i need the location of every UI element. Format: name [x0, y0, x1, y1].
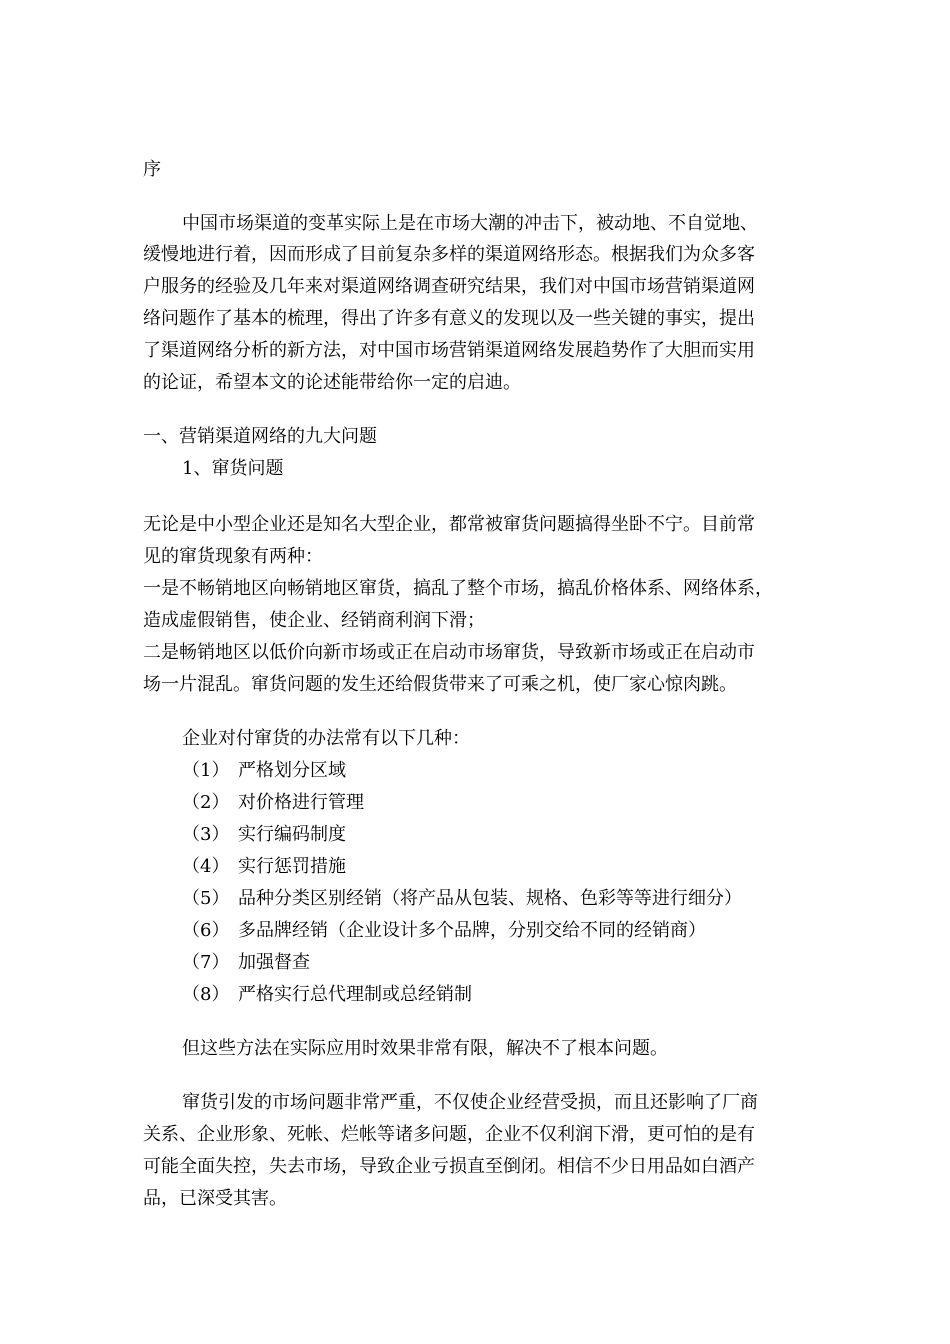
section-title: 一、营销渠道网络的九大问题 [143, 426, 377, 447]
method-item-number: （7） [182, 952, 230, 973]
intro-line-5: 了渠道网络分析的新方法，对中国市场营销渠道网络发展趋势作了大胆而实用 [143, 340, 755, 361]
method-item-text: 实行惩罚措施 [238, 856, 346, 877]
methods-conclusion: 但这些方法在实际应用时效果非常有限，解决不了根本问题。 [182, 1038, 668, 1059]
method-item-text: 多品牌经销（企业设计多个品牌，分别交给不同的经销商） [238, 920, 706, 941]
method-item [182, 855, 346, 879]
methods-intro: 企业对付窜货的办法常有以下几种： [182, 728, 470, 749]
method-item-text: 品种分类区别经销（将产品从包装、规格、色彩等等进行细分） [238, 888, 742, 909]
method-item-text: 严格划分区域 [238, 760, 346, 781]
method-item-text: 严格实行总代理制或总经销制 [238, 984, 472, 1005]
para1-line-4: 造成虚假销售，使企业、经销商利润下滑； [143, 610, 485, 631]
para2-line-4: 品，已深受其害。 [143, 1188, 287, 1209]
method-item [182, 791, 364, 815]
method-item-number: （3） [182, 824, 230, 845]
method-item-number: （6） [182, 920, 230, 941]
method-item-text: 对价格进行管理 [238, 792, 364, 813]
para1-line-3: 一是不畅销地区向畅销地区窜货，搞乱了整个市场，搞乱价格体系、网络体系， [143, 578, 773, 599]
para1-line-2: 见的窜货现象有两种： [143, 546, 323, 567]
method-item-text: 加强督查 [238, 952, 310, 973]
intro-line-4: 络问题作了基本的梳理，得出了许多有意义的发现以及一些关键的事实，提出 [143, 308, 755, 329]
intro-line-2: 缓慢地进行着，因而形成了目前复杂多样的渠道网络形态。根据我们为众多客 [143, 244, 755, 265]
para1-line-1: 无论是中小型企业还是知名大型企业，都常被窜货问题搞得坐卧不宁。目前常 [143, 514, 755, 535]
para2-line-1: 窜货引发的市场问题非常严重，不仅使企业经营受损，而且还影响了厂商 [182, 1092, 758, 1113]
method-item-number: （5） [182, 888, 230, 909]
para1-line-6: 场一片混乱。窜货问题的发生还给假货带来了可乘之机，使厂家心惊肉跳。 [143, 674, 737, 695]
para2-line-3: 可能全面失控，失去市场，导致企业亏损直至倒闭。相信不少日用品如白酒产 [143, 1156, 755, 1177]
method-item-number: （1） [182, 760, 230, 781]
para1-line-5: 二是畅销地区以低价向新市场或正在启动市场窜货，导致新市场或正在启动市 [143, 642, 755, 663]
intro-line-6: 的论证，希望本文的论述能带给你一定的启迪。 [143, 372, 521, 393]
method-item-number: （2） [182, 792, 230, 813]
page-heading: 序 [143, 159, 161, 180]
intro-line-1: 中国市场渠道的变革实际上是在市场大潮的冲击下，被动地、不自觉地、 [182, 213, 758, 234]
method-item [182, 919, 706, 943]
method-item [182, 823, 346, 847]
method-item-text: 实行编码制度 [238, 824, 346, 845]
para2-line-2: 关系、企业形象、死帐、烂帐等诸多问题，企业不仅利润下滑，更可怕的是有 [143, 1124, 755, 1145]
method-item-number: （8） [182, 984, 230, 1005]
method-item [182, 759, 346, 783]
method-item [182, 983, 472, 1007]
intro-line-3: 户服务的经验及几年来对渠道网络调查研究结果，我们对中国市场营销渠道网 [143, 276, 755, 297]
method-item [182, 951, 310, 975]
method-item [182, 887, 742, 911]
method-item-number: （4） [182, 856, 230, 877]
section-subtitle: 1、窜货问题 [182, 458, 284, 479]
